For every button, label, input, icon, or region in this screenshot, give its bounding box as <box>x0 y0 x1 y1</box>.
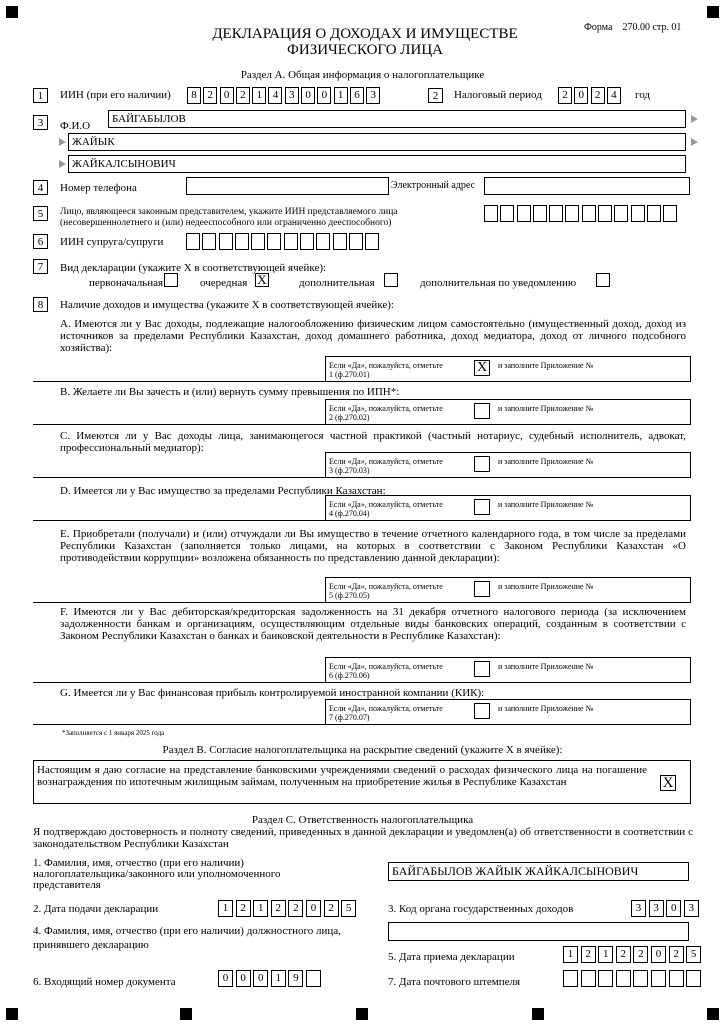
first-name-field[interactable]: ЖАЙЫК <box>68 133 686 151</box>
answer-prefix: Если «Да», пожалуйста, отметьте 4 (ф.270.04) <box>329 500 443 518</box>
digit-cell[interactable]: 4 <box>268 87 282 104</box>
answer-suffix: и заполните Приложение № <box>498 704 594 713</box>
question-d-checkbox[interactable] <box>474 499 490 515</box>
arrow-right-icon <box>59 160 66 168</box>
divider <box>33 424 325 425</box>
digit-cell[interactable]: 9 <box>288 970 303 987</box>
registration-mark <box>180 1008 192 1020</box>
patronymic-field[interactable]: ЖАЙКАЛСЫНОВИЧ <box>68 155 686 173</box>
digit-cell[interactable] <box>306 970 321 987</box>
spouse-iin-field[interactable] <box>186 233 382 250</box>
digit-cell[interactable]: 0 <box>253 970 268 987</box>
digit-cell[interactable] <box>633 970 648 987</box>
digit-cell[interactable] <box>598 205 612 222</box>
digit-cell[interactable] <box>563 970 578 987</box>
digit-cell[interactable] <box>686 970 701 987</box>
form-number: Форма 270.00 стр. 01 <box>584 22 682 33</box>
question-b-checkbox[interactable] <box>474 403 490 419</box>
divider <box>33 602 325 603</box>
page-title: ДЕКЛАРАЦИЯ О ДОХОДАХ И ИМУЩЕСТВЕ ФИЗИЧЕСКОГО ЛИЦА <box>212 26 518 58</box>
consent-box <box>33 760 691 804</box>
row-number: 3 <box>33 115 48 130</box>
section-b-title: Раздел В. Согласие налогоплательщика на раскрытие сведений (укажите Х в ячейке): <box>162 744 563 756</box>
digit-cell[interactable]: 1 <box>253 900 268 917</box>
row-number: 1 <box>33 88 48 103</box>
phone-label: Номер телефона <box>60 182 137 194</box>
answer-prefix: Если «Да», пожалуйста, отметьте 2 (ф.270.02) <box>329 404 443 422</box>
digit-cell[interactable] <box>235 233 249 250</box>
answer-prefix: Если «Да», пожалуйста, отметьте 3 (ф.270.03) <box>329 457 443 475</box>
option-regular-label: очередная <box>200 277 248 289</box>
acceptance-date-field[interactable] <box>563 946 704 963</box>
digit-cell[interactable]: 3 <box>684 900 699 917</box>
row-number: 5 <box>33 206 48 221</box>
question-a-checkbox[interactable]: X <box>474 360 490 376</box>
digit-cell[interactable] <box>186 233 200 250</box>
digit-cell[interactable] <box>582 205 596 222</box>
iin-label: ИИН (при его наличии) <box>60 89 171 101</box>
incoming-number-field[interactable] <box>218 970 324 987</box>
digit-cell[interactable]: 2 <box>669 946 684 963</box>
answer-prefix: Если «Да», пожалуйста, отметьте 1 (ф.270.01) <box>329 361 443 379</box>
digit-cell[interactable] <box>365 233 379 250</box>
responsibility-statement: Я подтверждаю достоверность и полноту сведений, приведенных в данной декларации и уведомлен(а) об ответственности в соответствии с законодательством Республики Казахстан <box>33 826 693 850</box>
email-field[interactable] <box>484 177 690 195</box>
digit-cell[interactable]: 1 <box>218 900 233 917</box>
registration-mark <box>532 1008 544 1020</box>
digit-cell[interactable] <box>663 205 677 222</box>
digit-cell[interactable]: 0 <box>236 970 251 987</box>
row-number: 8 <box>33 297 48 312</box>
registration-mark <box>707 6 719 18</box>
digit-cell[interactable] <box>300 233 314 250</box>
row-number: 4 <box>33 180 48 195</box>
fio-signatory-label: 1. Фамилия, имя, отчество (при его наличии) налогоплательщика/законного или уполномоченного представителя <box>33 857 281 891</box>
question-c-answer <box>325 452 691 478</box>
email-label: Электронный адрес <box>391 180 476 191</box>
section-c-title: Раздел С. Ответственность налогоплательщика <box>251 814 474 826</box>
question-f-checkbox[interactable] <box>474 661 490 677</box>
revenue-body-code-label: 3. Код органа государственных доходов <box>388 903 574 915</box>
tax-period-field[interactable] <box>558 87 623 104</box>
digit-cell[interactable]: 3 <box>366 87 380 104</box>
digit-cell[interactable] <box>533 205 547 222</box>
digit-cell[interactable] <box>517 205 531 222</box>
digit-cell[interactable] <box>651 970 666 987</box>
spouse-iin-label: ИИН супруга/супруги <box>60 236 164 248</box>
tax-period-label: Налоговый период <box>454 89 542 101</box>
divider <box>33 520 325 521</box>
digit-cell[interactable]: 2 <box>236 87 250 104</box>
answer-suffix: и заполните Приложение № <box>498 582 594 591</box>
representative-label: Лицо, являющееся законным представителем, укажите ИИН представляемого лица (несовершеннолетнего и (или) недееспособного или ограниченно дееспособного) <box>60 207 398 228</box>
question-f-text: F. Имеются ли у Вас дебиторская/кредиторская задолженность на 31 декабря отчетного налогового периода (за исключением задолженности банкам и организациям, осуществляющим отдельные виды банковских операций, созданным в соответствии с Законом Республики Казахстан о банках и банковской деятельности в Республике Казахстан): <box>60 606 686 642</box>
digit-cell[interactable]: 0 <box>651 946 666 963</box>
last-name-field[interactable]: БАЙГАБЫЛОВ <box>108 110 686 128</box>
answer-prefix: Если «Да», пожалуйста, отметьте 7 (ф.270.07) <box>329 704 443 722</box>
digit-cell[interactable] <box>500 205 514 222</box>
digit-cell[interactable] <box>267 233 281 250</box>
digit-cell[interactable] <box>549 205 563 222</box>
digit-cell[interactable] <box>614 205 628 222</box>
digit-cell[interactable] <box>631 205 645 222</box>
submission-date-label: 2. Дата подачи декларации <box>33 903 159 915</box>
registration-mark <box>707 1008 719 1020</box>
tax-period-unit: год <box>635 89 651 101</box>
question-b-text: B. Желаете ли Вы зачесть и (или) вернуть сумму превышения по ИПН*: <box>60 386 400 398</box>
arrow-right-icon <box>691 138 698 146</box>
question-d-text: D. Имеется ли у Вас имущество за пределами Республики Казахстан: <box>60 485 386 497</box>
digit-cell[interactable]: 5 <box>341 900 356 917</box>
question-a-text: А. Имеются ли у Вас доходы, подлежащие налогообложению физическим лицом самостоятельно (имущественный доход, доход из источников за пределами Республики Казахстан, доход домашнего работника, доход медиатора, доход от личного подсобного хозяйства): <box>60 318 686 354</box>
digit-cell[interactable] <box>316 233 330 250</box>
digit-cell[interactable]: 2 <box>633 946 648 963</box>
option-notice-label: дополнительная по уведомлению <box>420 277 577 289</box>
question-f-answer <box>325 657 691 683</box>
submission-date-field[interactable] <box>218 900 359 917</box>
question-e-text: E. Приобретали (получали) и (или) отчуждали ли Вы имущество в течение отчетного календарного года, в том числе за пределами Республики Казахстан (заполняется только лицами, на которых в соответствии с Законом Республики Казахстан «О противодействии коррупции» возложена обязанность по представлению данной декларации): <box>60 528 686 564</box>
digit-cell[interactable]: 2 <box>591 87 605 104</box>
digit-cell[interactable]: 0 <box>301 87 315 104</box>
question-c-checkbox[interactable] <box>474 456 490 472</box>
question-e-checkbox[interactable] <box>474 581 490 597</box>
digit-cell[interactable]: 1 <box>334 87 348 104</box>
postmark-date-field[interactable] <box>563 970 704 987</box>
digit-cell[interactable]: 3 <box>649 900 664 917</box>
digit-cell[interactable] <box>251 233 265 250</box>
question-a-answer <box>325 356 691 382</box>
answer-prefix: Если «Да», пожалуйста, отметьте 5 (ф.270.05) <box>329 582 443 600</box>
official-fio-label: 4. Фамилия, имя, отчество (при его наличии) должностного лица, принявшего декларацию <box>33 925 341 951</box>
question-b-answer <box>325 399 691 425</box>
digit-cell[interactable]: 2 <box>288 900 303 917</box>
digit-cell[interactable] <box>616 970 631 987</box>
official-fio-field[interactable] <box>388 922 689 941</box>
section-a-title: Раздел А. Общая информация о налогоплательщике <box>240 69 485 81</box>
digit-cell[interactable]: 6 <box>350 87 364 104</box>
divider <box>33 724 325 725</box>
digit-cell[interactable]: 0 <box>666 900 681 917</box>
question-c-text: C. Имеются ли у Вас доходы лица, занимающегося частной практикой (частный нотариус, судебный исполнитель, адвокат, профессиональный медиатор): <box>60 430 686 454</box>
question-g-answer <box>325 699 691 725</box>
question-d-answer <box>325 495 691 521</box>
registration-mark <box>6 1008 18 1020</box>
option-notice-checkbox[interactable] <box>596 273 610 287</box>
fio-signatory-field[interactable]: БАЙГАБЫЛОВ ЖАЙЫК ЖАЙКАЛСЫНОВИЧ <box>388 862 689 881</box>
digit-cell[interactable]: 2 <box>558 87 572 104</box>
digit-cell[interactable]: 2 <box>271 900 286 917</box>
digit-cell[interactable] <box>202 233 216 250</box>
option-initial-checkbox[interactable] <box>164 273 178 287</box>
digit-cell[interactable]: 0 <box>220 87 234 104</box>
digit-cell[interactable] <box>333 233 347 250</box>
incoming-number-label: 6. Входящий номер документа <box>33 976 176 988</box>
question-g-text: G. Имеется ли у Вас финансовая прибыль контролируемой иностранной компании (КИК): <box>60 687 485 699</box>
registration-mark <box>356 1008 368 1020</box>
question-g-checkbox[interactable] <box>474 703 490 719</box>
digit-cell[interactable] <box>349 233 363 250</box>
digit-cell[interactable]: 0 <box>317 87 331 104</box>
acceptance-date-label: 5. Дата приема декларации <box>388 951 515 963</box>
digit-cell[interactable] <box>219 233 233 250</box>
row-number: 6 <box>33 234 48 249</box>
divider <box>33 477 325 478</box>
row-number: 7 <box>33 259 48 274</box>
digit-cell[interactable]: 2 <box>324 900 339 917</box>
digit-cell[interactable]: 5 <box>686 946 701 963</box>
digit-cell[interactable] <box>484 205 498 222</box>
digit-cell[interactable]: 2 <box>236 900 251 917</box>
answer-prefix: Если «Да», пожалуйста, отметьте 6 (ф.270.06) <box>329 662 443 680</box>
answer-suffix: и заполните Приложение № <box>498 361 594 370</box>
revenue-body-code-field[interactable] <box>631 900 701 917</box>
divider <box>33 381 325 382</box>
digit-cell[interactable]: 1 <box>563 946 578 963</box>
option-regular-checkbox[interactable]: X <box>255 273 269 287</box>
digit-cell[interactable]: 1 <box>598 946 613 963</box>
option-initial-label: первоначальная <box>89 277 164 289</box>
answer-suffix: и заполните Приложение № <box>498 662 594 671</box>
footnote: *Заполняется с 1 января 2025 года <box>62 729 165 737</box>
divider <box>33 682 325 683</box>
digit-cell[interactable] <box>581 970 596 987</box>
digit-cell[interactable]: 4 <box>607 87 621 104</box>
arrow-right-icon <box>59 138 66 146</box>
digit-cell[interactable] <box>284 233 298 250</box>
digit-cell[interactable]: 0 <box>574 87 588 104</box>
representative-iin-field[interactable] <box>484 205 680 222</box>
postmark-date-label: 7. Дата почтового штемпеля <box>388 976 521 988</box>
digit-cell[interactable]: 0 <box>218 970 233 987</box>
consent-text: Настоящим я даю согласие на представление банковскими учреждениями сведений о расходах физического лица на погашение вознаграждения по ипотечным жилищным займам, полученным на приобретение жилья в Республике Казахстан <box>37 764 647 788</box>
digit-cell[interactable] <box>598 970 613 987</box>
question-e-answer <box>325 577 691 603</box>
digit-cell[interactable] <box>565 205 579 222</box>
option-additional-checkbox[interactable] <box>384 273 398 287</box>
digit-cell[interactable]: 2 <box>581 946 596 963</box>
digit-cell[interactable]: 8 <box>187 87 201 104</box>
digit-cell[interactable]: 1 <box>252 87 266 104</box>
arrow-right-icon <box>691 115 698 123</box>
income-assets-label: Наличие доходов и имущества (укажите Х в соответствующей ячейке): <box>60 299 394 311</box>
digit-cell[interactable] <box>669 970 684 987</box>
digit-cell[interactable]: 3 <box>631 900 646 917</box>
fio-label: Ф.И.О <box>60 120 91 132</box>
option-additional-label: дополнительная <box>299 277 375 289</box>
answer-suffix: и заполните Приложение № <box>498 457 594 466</box>
answer-suffix: и заполните Приложение № <box>498 500 594 509</box>
digit-cell[interactable]: 3 <box>285 87 299 104</box>
registration-mark <box>6 6 18 18</box>
digit-cell[interactable] <box>647 205 661 222</box>
declaration-type-label: Вид декларации (укажите Х в соответствующей ячейке): <box>60 262 327 274</box>
answer-suffix: и заполните Приложение № <box>498 404 594 413</box>
iin-field[interactable] <box>187 87 383 104</box>
digit-cell[interactable]: 0 <box>306 900 321 917</box>
consent-checkbox[interactable]: X <box>660 775 676 791</box>
digit-cell[interactable]: 1 <box>271 970 286 987</box>
digit-cell[interactable]: 2 <box>203 87 217 104</box>
phone-field[interactable] <box>186 177 389 195</box>
row-number: 2 <box>428 88 443 103</box>
digit-cell[interactable]: 2 <box>616 946 631 963</box>
